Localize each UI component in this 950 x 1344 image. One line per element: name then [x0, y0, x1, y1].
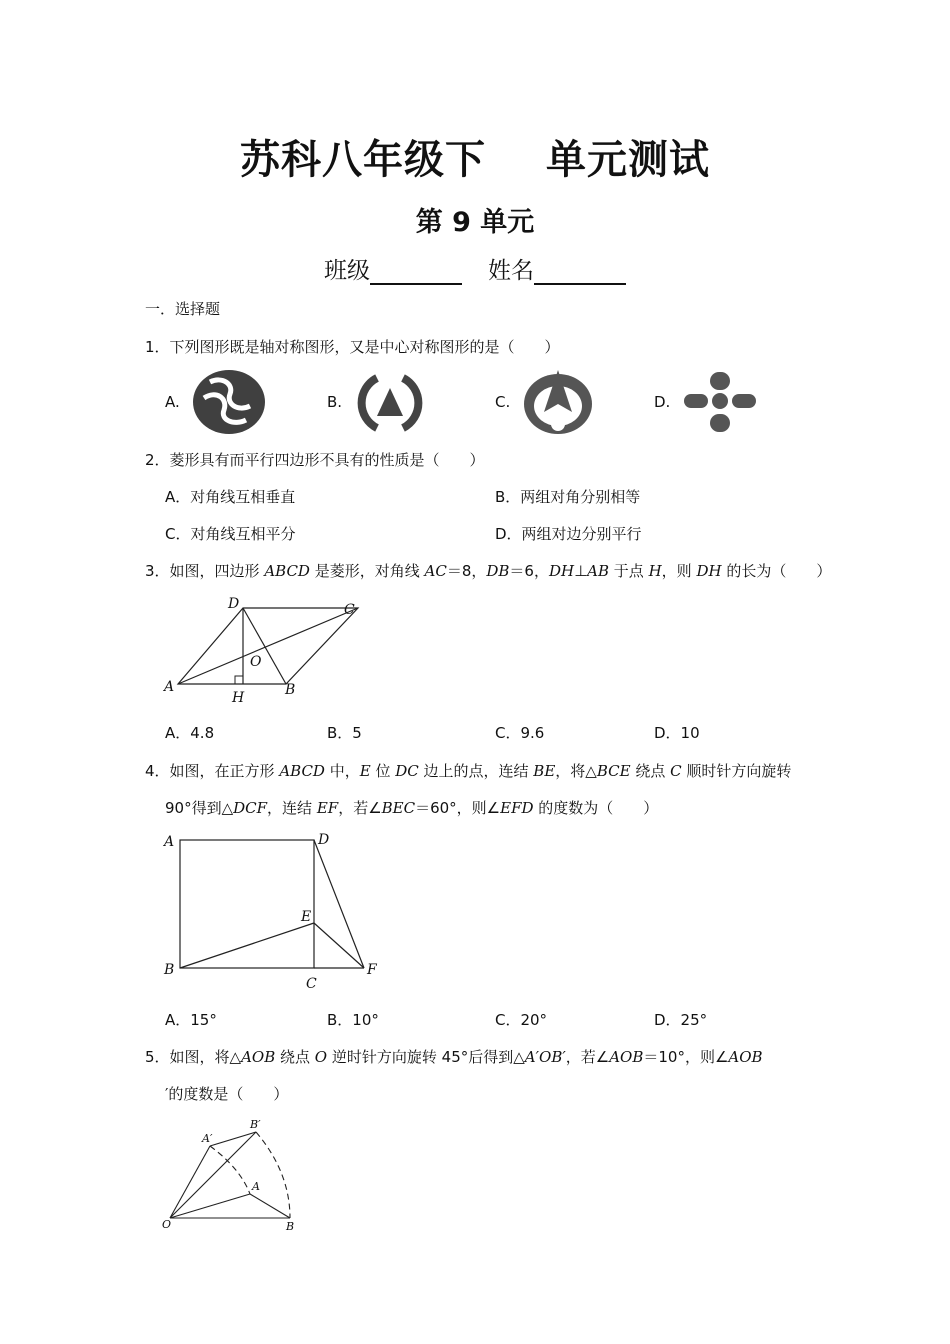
label-a: A: [252, 1180, 260, 1193]
q3-option-c[interactable]: C．9.6: [495, 724, 545, 742]
q2-option-a[interactable]: A．对角线互相垂直: [165, 488, 296, 506]
arrow-triangle-icon: [355, 368, 425, 436]
cross-circle-icon: [680, 368, 760, 434]
q4-option-a[interactable]: A．15°: [165, 1011, 217, 1029]
q1-option-c[interactable]: C.: [495, 393, 511, 411]
q5-stem-line2: ′的度数是（ ）: [165, 1085, 289, 1103]
name-blank[interactable]: [534, 261, 626, 285]
q5-rotation-figure: [160, 1112, 310, 1236]
label-c: C: [306, 976, 317, 992]
label-h: H: [232, 690, 245, 706]
q3-rhombus-figure: [160, 596, 370, 708]
label-e: E: [301, 909, 312, 925]
q4-option-b[interactable]: B．10°: [327, 1011, 379, 1029]
label-b: B: [286, 1220, 295, 1233]
label-o: O: [162, 1218, 172, 1231]
q2-stem: 2．菱形具有而平行四边形不具有的性质是（ ）: [145, 451, 485, 469]
q1-stem: 1．下列图形既是轴对称图形，又是中心对称图形的是（ ）: [145, 338, 560, 356]
label-b: B: [164, 962, 175, 978]
label-f: F: [367, 962, 377, 978]
q4-option-d[interactable]: D．25°: [654, 1011, 708, 1029]
title-right: 单元测试: [546, 137, 710, 183]
q4-square-figure: [160, 830, 390, 995]
q5-stem-line1: 5．如图，将△AOB 绕点 O 逆时针方向旋转 45°后得到△A′OB′，若∠AOB＝10°，则∠AOB: [145, 1048, 763, 1066]
label-b-prime: B′: [250, 1118, 261, 1131]
page-title: [0, 128, 950, 185]
q1-option-b[interactable]: B.: [327, 393, 343, 411]
q4-stem-line1: 4．如图，在正方形 ABCD 中，E 位 DC 边上的点，连结 BE，将△BCE 绕点 C 顺时针方向旋转: [145, 762, 792, 780]
label-d: D: [228, 596, 240, 612]
label-d: D: [318, 832, 330, 848]
q3-option-d[interactable]: D．10: [654, 724, 700, 742]
q2-option-b[interactable]: B．两组对角分别相等: [495, 488, 641, 506]
label-a: A: [164, 834, 175, 850]
class-blank[interactable]: [370, 261, 462, 285]
label-b: B: [285, 682, 296, 698]
q4-stem-line2: 90°得到△DCF，连结 EF，若∠BEC＝60°，则∠EFD 的度数为（ ）: [165, 799, 659, 817]
compass-circle-icon: [520, 366, 600, 438]
section-title: 一．选择题: [145, 300, 221, 318]
q1-option-d[interactable]: D.: [654, 393, 671, 411]
label-a-prime: A′: [202, 1132, 213, 1145]
q3-stem: 3．如图，四边形 ABCD 是菱形，对角线 AC＝8，DB＝6，DH⊥AB 于点 H，则 DH 的长为（ ）: [145, 562, 832, 580]
q1-option-a[interactable]: A.: [165, 393, 180, 411]
q4-option-c[interactable]: C．20°: [495, 1011, 548, 1029]
label-a: A: [164, 679, 175, 695]
wave-circle-icon: [190, 368, 270, 436]
q2-option-d[interactable]: D．两组对边分别平行: [495, 525, 642, 543]
label-o: O: [250, 654, 262, 670]
q3-option-b[interactable]: B．5: [327, 724, 362, 742]
title-left: 苏科八年级下: [240, 137, 486, 183]
class-name-line: [0, 252, 950, 285]
name-label: 姓名: [488, 258, 534, 284]
label-c: C: [344, 602, 355, 618]
class-label: 班级: [324, 258, 370, 284]
q2-option-c[interactable]: C．对角线互相平分: [165, 525, 296, 543]
q3-option-a[interactable]: A．4.8: [165, 724, 215, 742]
unit-subtitle: 第 9 单元: [415, 207, 535, 238]
